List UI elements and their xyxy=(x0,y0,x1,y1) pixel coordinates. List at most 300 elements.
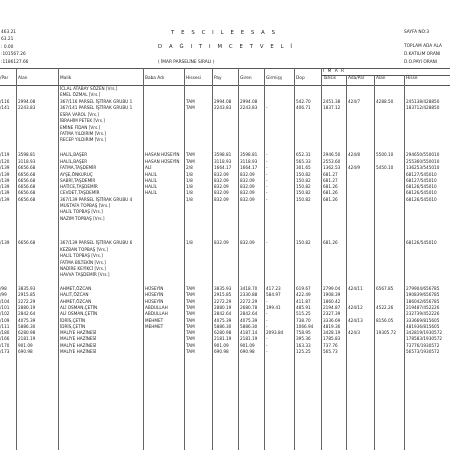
cell-alan2: 5500.10 xyxy=(376,152,394,157)
cell-baba: ALİ xyxy=(145,165,152,170)
col-divider xyxy=(346,75,347,450)
cell-girmis: - xyxy=(266,349,268,354)
cell-girmis: 2093.84 xyxy=(266,330,284,335)
imar-group-label: İ M A R xyxy=(323,69,345,74)
cell-alan: 3598.81 xyxy=(18,152,36,157)
cell-alan: 901.09 xyxy=(18,343,33,348)
group-member: HALİL TOPBAŞ [Vrs.] xyxy=(60,253,103,259)
cell-hisse: TAM xyxy=(186,311,195,316)
cell-alan: 6656.68 xyxy=(18,184,36,189)
cell-girmis: - xyxy=(266,197,268,202)
cell-alan: 2842.64 xyxy=(18,311,36,316)
group-member: NAZIM TOPBAŞ [Vrs.] xyxy=(60,215,105,221)
cell-hisse2: 68126/545010 xyxy=(406,184,437,189)
cell-tahsis: 2553.60 xyxy=(323,159,341,164)
cell-giren: 832.09 xyxy=(240,184,255,189)
cell-pay: 2181.19 xyxy=(214,336,232,341)
cell-malik: 367/139 PARSEL İŞTİRAK GRUBU 4 xyxy=(60,197,133,202)
cell-alan: 2272.29 xyxy=(18,299,36,304)
table-row xyxy=(0,190,450,196)
cell-malik: AHMET,ÖZCAN xyxy=(60,299,92,304)
table-row xyxy=(0,105,450,111)
cell-adapar: 424/3 xyxy=(348,330,361,335)
col-divider xyxy=(321,68,322,450)
cell-tahsis: 2799.04 xyxy=(323,286,341,291)
cell-tahsis: 2451.38 xyxy=(323,99,341,104)
cell-alan: 2243.83 xyxy=(18,105,36,110)
cell-hisse2: 481936/815605 xyxy=(406,324,440,329)
cell-giren: 832.09 xyxy=(240,240,255,245)
cell-girmis: - xyxy=(266,240,268,245)
cell-pay: 2243.83 xyxy=(214,105,232,110)
cell-alan2: 4522.26 xyxy=(376,305,394,310)
cell-par: /139 xyxy=(0,184,10,189)
cell-hisse2: 68126/545010 xyxy=(406,197,437,202)
cell-par: /104 xyxy=(0,299,10,304)
col-divider xyxy=(264,68,265,450)
cell-alan: 6656.68 xyxy=(18,197,36,202)
cell-par: /180 xyxy=(0,330,10,335)
cell-tahsis: 681.26 xyxy=(323,190,338,195)
cell-alan: 6280.98 xyxy=(18,330,36,335)
cell-adapar: 424/9 xyxy=(348,165,361,170)
cell-alan2: 4288.50 xyxy=(376,99,394,104)
cell-dop: 301.65 xyxy=(296,165,311,170)
cell-girmis: - xyxy=(266,336,268,341)
cell-tahsis: 681.26 xyxy=(323,240,338,245)
cell-hisse2: 333669/815605 xyxy=(406,318,440,323)
cell-dop: 411.87 xyxy=(296,299,311,304)
col-adapar: Ada/Par xyxy=(348,76,365,81)
cell-par: /141 xyxy=(0,105,10,110)
col-malik: Malik xyxy=(60,76,72,81)
cell-malik: 367/139 PARSEL İŞTİRAK GRUBU 6 xyxy=(60,240,133,245)
cell-hisse: TAM xyxy=(186,105,195,110)
sort-note: ( İMAR PARSELİNE SIRALI ) xyxy=(158,60,215,65)
cell-tahsis: 4819.36 xyxy=(323,324,341,329)
table-row xyxy=(0,336,450,342)
cell-hisse: 1/8 xyxy=(186,172,193,177)
cell-giren: 2842.64 xyxy=(240,311,258,316)
cell-dop: 125.25 xyxy=(296,349,311,354)
group-member: HALİL TOPBAŞ [Vrs.] xyxy=(60,209,103,215)
cell-alan: 6656.68 xyxy=(18,190,36,195)
cell-malik: HALİL,BAŞER xyxy=(60,159,88,164)
cell-hisse2: 73776/1930572 xyxy=(406,343,440,348)
col-giren: Giren xyxy=(240,76,252,81)
imar-group-rule xyxy=(322,75,450,76)
cell-hisse2: 255360/550010 xyxy=(406,159,440,164)
cell-malik: MALİYE HAZİNESİ xyxy=(60,343,97,348)
cell-pay: 2994.08 xyxy=(214,99,232,104)
col-baba: Baba Adı xyxy=(145,76,165,81)
cell-dop: 619.67 xyxy=(296,286,311,291)
cell-giren: 2994.08 xyxy=(240,99,258,104)
cell-hisse2: 136253/545010 xyxy=(406,165,440,170)
cell-hisse: 1/8 xyxy=(186,190,193,195)
cell-hisse: 1/8 xyxy=(186,184,193,189)
cell-adapar: 424/12 xyxy=(348,305,363,310)
cell-malik: İDRİS,ÇETİN xyxy=(60,318,86,323)
cell-alan2: 19305.72 xyxy=(376,330,396,335)
group-member: EMİNE FİDAN [Vrs.] xyxy=(60,124,101,130)
cell-alan: 2880.19 xyxy=(18,305,36,310)
cell-giren: 4187.14 xyxy=(240,330,258,335)
cell-hisse: TAM xyxy=(186,286,195,291)
table-row xyxy=(0,240,450,246)
cell-giren: 2243.83 xyxy=(240,105,258,110)
col-alan2: Alan xyxy=(376,76,386,81)
col-pay: Pay xyxy=(214,76,222,81)
cell-girmis: 584.97 xyxy=(266,292,281,297)
cell-par: /166 xyxy=(0,336,10,341)
page-number: SAYFA NO:3 xyxy=(404,30,430,35)
cell-tahsis: 1860.42 xyxy=(323,299,341,304)
cell-giren: 2181.19 xyxy=(240,336,258,341)
cell-alan: 6656.68 xyxy=(18,165,36,170)
cell-hisse2: 56573/1930572 xyxy=(406,349,440,354)
cell-malik: ALİ OSMAN,ÇETİN xyxy=(60,311,98,316)
cell-giren: 4075.39 xyxy=(240,318,258,323)
cell-dop: 542.70 xyxy=(296,99,311,104)
cell-girmis: - xyxy=(266,152,268,157)
cell-baba: HÜSEYİN xyxy=(145,299,164,304)
cell-tahsis: 3428.19 xyxy=(323,330,341,335)
cell-girmis: - xyxy=(266,311,268,316)
cell-giren: 3598.81 xyxy=(240,152,258,157)
cell-girmis: - xyxy=(266,165,268,170)
table-row xyxy=(0,152,450,158)
cell-dop: 395.36 xyxy=(296,336,311,341)
cell-tahsis: 1908.39 xyxy=(323,292,341,297)
cell-par: /139 xyxy=(0,178,10,183)
cell-hisse2: 68127/545010 xyxy=(406,178,437,183)
group-member: İBRAHİM PETEK [Vrs.] xyxy=(60,118,105,124)
cell-giren: 3118.93 xyxy=(240,159,258,164)
table-row xyxy=(0,311,450,317)
cell-pay: 832.09 xyxy=(214,178,229,183)
cell-tahsis: 737.76 xyxy=(323,343,338,348)
cell-dop: 150.82 xyxy=(296,240,311,245)
header-left-line-3: : 0.00 xyxy=(1,45,14,50)
cell-malik: FATMA,TAŞDEMİR xyxy=(60,165,97,170)
cell-girmis: - xyxy=(266,324,268,329)
col-divider xyxy=(143,68,144,450)
cell-dop: 485.91 xyxy=(296,305,311,310)
cell-par: /101 xyxy=(0,305,10,310)
cell-alan: 6656.68 xyxy=(18,172,36,177)
header-right-line-4: D.O.PAYI ORANI xyxy=(404,60,438,65)
cell-hisse2: 68126/545010 xyxy=(406,190,437,195)
cell-baba: HÜSEYİN xyxy=(145,292,164,297)
cell-hisse: TAM xyxy=(186,292,195,297)
cell-pay: 2915.85 xyxy=(214,292,232,297)
cell-tahsis: 1785.83 xyxy=(323,336,341,341)
cell-hisse: TAM xyxy=(186,299,195,304)
cell-girmis: - xyxy=(266,105,268,110)
cell-par: /120 xyxy=(0,159,10,164)
table-top-rule xyxy=(0,68,450,69)
cell-alan: 690.98 xyxy=(18,349,33,354)
cell-adapar: 424/8 xyxy=(348,152,361,157)
cell-tahsis: 681.27 xyxy=(323,172,338,177)
cell-tahsis: 2946.50 xyxy=(323,152,341,157)
cell-pay: 832.09 xyxy=(214,240,229,245)
header-right-line-3: D.KATILIM ORANI xyxy=(404,52,441,57)
cell-alan: 6656.68 xyxy=(18,178,36,183)
col-tahsis: Tahsis xyxy=(323,76,336,81)
cell-dop: 565.33 xyxy=(296,159,311,164)
cell-par: /119 xyxy=(0,152,10,157)
col-hisse: Hissesi xyxy=(186,76,201,81)
cell-adapar: 424/7 xyxy=(348,99,361,104)
cell-par: /116 xyxy=(0,99,10,104)
cell-giren: 2680.78 xyxy=(240,305,258,310)
cell-par: /99 xyxy=(0,292,7,297)
table-row xyxy=(0,349,450,355)
cell-baba: HASAN HÜSEYİN xyxy=(145,159,180,164)
group-member: KEZBAN TOPBAŞ [Vrs.] xyxy=(60,247,108,252)
cell-pay: 690.98 xyxy=(214,349,229,354)
header-right-line-2: TOPLAM ADA ALA xyxy=(404,44,442,49)
cell-pay: 4075.39 xyxy=(214,318,232,323)
cell-dop: 758.95 xyxy=(296,330,311,335)
cell-giren: 5886.30 xyxy=(240,324,258,329)
cell-dop: 163.33 xyxy=(296,343,311,348)
cell-malik: AHMET,ÖZCAN xyxy=(60,286,92,291)
cell-alan: 5886.30 xyxy=(18,324,36,329)
cell-malik: İDRİS,ÇETİN xyxy=(60,324,86,329)
cell-hisse2: 68126/545010 xyxy=(406,240,437,245)
cell-hisse2: 68127/545010 xyxy=(406,172,437,177)
cell-malik: MALİYE HAZİNESİ xyxy=(60,330,97,335)
cell-par: /139 xyxy=(0,172,10,177)
cell-alan2: 8156.05 xyxy=(376,318,394,323)
cell-girmis: - xyxy=(266,172,268,177)
col-girmis: Girmişş xyxy=(266,76,283,81)
group-member: NADİRE KEYİKCİ [Vrs.] xyxy=(60,265,106,271)
cell-baba: HALİL xyxy=(145,190,157,195)
cell-dop: 150.82 xyxy=(296,190,311,195)
cell-dop: 406.71 xyxy=(296,105,311,110)
col-alan: Alan xyxy=(18,76,28,81)
cell-alan: 6656.68 xyxy=(18,240,36,245)
cell-pay: 3835.93 xyxy=(214,286,232,291)
table-row xyxy=(0,165,450,171)
document-title: T E S C I L E E S A S xyxy=(171,30,278,36)
cell-girmis: - xyxy=(266,190,268,195)
cell-pay: 832.09 xyxy=(214,190,229,195)
cell-par: /170 xyxy=(0,343,10,348)
cell-alan: 2994.08 xyxy=(18,99,36,104)
cell-alan2: 6567.85 xyxy=(376,286,394,291)
header-left-line-1: 463.21 xyxy=(1,30,17,35)
cell-hisse: TAM xyxy=(186,324,195,329)
cell-hisse2: 190839/656785 xyxy=(406,292,440,297)
cell-giren: 2330.88 xyxy=(240,292,258,297)
cell-tahsis: 3336.69 xyxy=(323,318,341,323)
col-divider xyxy=(404,75,405,450)
cell-alan: 2181.19 xyxy=(18,336,36,341)
cell-hisse2: 342819/1930572 xyxy=(406,330,443,335)
col-divider xyxy=(58,68,59,450)
header-left-line-2: 63.21 xyxy=(1,37,14,42)
cell-malik: 367/116 PARSEL İŞTİRAK GRUBU 1 xyxy=(60,99,133,104)
cell-malik: MALİYE HAZİNESİ xyxy=(60,336,97,341)
col-par: /Par xyxy=(0,76,9,81)
group-member: RECEP YILDIRIM [Vrs.] xyxy=(60,137,107,143)
cell-girmis: 417.23 xyxy=(266,286,281,291)
cell-baba: HALİL xyxy=(145,184,157,189)
cell-hisse: 1/8 xyxy=(186,240,193,245)
cell-pay: 3598.81 xyxy=(214,152,232,157)
cell-par: /139 xyxy=(0,165,10,170)
cell-alan: 4075.39 xyxy=(18,318,36,323)
cell-giren: 2272.29 xyxy=(240,299,258,304)
col-dop: Dop xyxy=(296,76,305,81)
cell-hisse: TAM xyxy=(186,349,195,354)
cell-par: /111 xyxy=(0,324,10,329)
cell-adapar: 424/11 xyxy=(348,286,363,291)
cell-pay: 832.09 xyxy=(214,184,229,189)
cell-giren: 690.98 xyxy=(240,349,255,354)
cell-hisse: TAM xyxy=(186,99,195,104)
cell-pay: 832.09 xyxy=(214,197,229,202)
col-hisse2: Hisse xyxy=(406,76,418,81)
col-divider xyxy=(16,68,17,450)
table-row xyxy=(0,292,450,298)
col-divider xyxy=(294,68,295,450)
cell-hisse2: 232739/452226 xyxy=(406,311,440,316)
cell-malik: HALİL,BAŞER xyxy=(60,152,88,157)
cell-girmis: - xyxy=(266,159,268,164)
cell-dop: 652.31 xyxy=(296,152,311,157)
cell-alan: 3118.93 xyxy=(18,159,36,164)
cell-baba: MEHMET xyxy=(145,318,164,323)
col-divider xyxy=(212,68,213,450)
cell-dop: 150.82 xyxy=(296,184,311,189)
cell-pay: 901.09 xyxy=(214,343,229,348)
cell-malik: 367/141 PARSEL İŞTİRAK GRUBU 1 xyxy=(60,105,133,110)
cell-hisse2: 294650/550010 xyxy=(406,152,440,157)
cell-hisse2: 183712/428850 xyxy=(406,105,440,110)
cell-tahsis: 681.26 xyxy=(323,197,338,202)
cell-hisse: TAM xyxy=(186,152,195,157)
cell-tahsis: 681.26 xyxy=(323,184,338,189)
cell-tahsis: 1837.12 xyxy=(323,105,341,110)
cell-par: /98 xyxy=(0,286,7,291)
cell-hisse: TAM xyxy=(186,305,195,310)
cell-hisse: 1/8 xyxy=(186,178,193,183)
cell-tahsis: 2327.39 xyxy=(323,311,341,316)
cell-pay: 3118.93 xyxy=(214,159,232,164)
cell-giren: 832.09 xyxy=(240,178,255,183)
cell-baba: MEHMET xyxy=(145,324,164,329)
group-member: FATMA BİLTEKİN [Vrs.] xyxy=(60,259,106,265)
cell-baba: ABDULLAH xyxy=(145,305,168,310)
cell-malik: CEVDET,TAŞDEMİR xyxy=(60,190,100,195)
group-member: FATMA YILDIRIM [Vrs.] xyxy=(60,130,106,136)
cell-malik: AYŞE,ÖNKURUÇ xyxy=(60,172,93,177)
group-member: HAVVA TAŞDEMİR [Vrs.] xyxy=(60,272,110,278)
cell-girmis: - xyxy=(266,343,268,348)
cell-dop: 150.82 xyxy=(296,178,311,183)
cell-hisse: 2/8 xyxy=(186,165,193,170)
cell-hisse2: 186042/656785 xyxy=(406,299,440,304)
cell-hisse: TAM xyxy=(186,159,195,164)
cell-girmis: - xyxy=(266,178,268,183)
cell-dop: 738.70 xyxy=(296,318,311,323)
cell-girmis: - xyxy=(266,299,268,304)
cell-giren: 832.09 xyxy=(240,190,255,195)
cell-dop: 150.82 xyxy=(296,172,311,177)
cell-par: /173 xyxy=(0,349,10,354)
col-divider xyxy=(374,75,375,450)
cell-hisse: TAM xyxy=(186,330,195,335)
group-member: MUSTAFA TOPBAŞ [Vrs.] xyxy=(60,203,111,208)
cell-pay: 2842.64 xyxy=(214,311,232,316)
cell-hisse: TAM xyxy=(186,336,195,341)
owner-note: İCLAL ATABAY SÖZEN [Vrs.] xyxy=(60,86,118,91)
cell-pay: 6280.98 xyxy=(214,330,232,335)
cell-baba: HALİL xyxy=(145,172,157,177)
cell-baba: HASAN HÜSEYİN xyxy=(145,152,180,157)
owner-note: EMEL ÖZMAL [Vrs.] xyxy=(60,92,101,97)
document-subtitle: D A Ğ I T I M C E T V E L İ xyxy=(158,44,295,50)
cell-alan: 3835.93 xyxy=(18,286,36,291)
cell-giren: 901.09 xyxy=(240,343,255,348)
cell-girmis: - xyxy=(266,184,268,189)
col-divider xyxy=(238,68,239,450)
cell-par: /102 xyxy=(0,311,10,316)
cell-pay: 2272.29 xyxy=(214,299,232,304)
cell-baba: HALİL xyxy=(145,178,157,183)
cell-pay: 5886.30 xyxy=(214,324,232,329)
cell-malik: SABRİ,TAŞDEMİR xyxy=(60,178,96,183)
cell-hisse2: 245138/428850 xyxy=(406,99,440,104)
cell-baba: HÜSEYİN xyxy=(145,286,164,291)
cell-malik: MALİYE HAZİNESİ xyxy=(60,349,97,354)
cell-par: /109 xyxy=(0,318,10,323)
cell-alan2: 5450.10 xyxy=(376,165,394,170)
cell-par: /139 xyxy=(0,197,10,202)
cell-malik: HATİCE,TAŞDEMİR xyxy=(60,184,98,189)
cell-baba: ABDULLAH xyxy=(145,311,168,316)
cell-girmis: - xyxy=(266,318,268,323)
group-member: ESRA VAROL [Vrs.] xyxy=(60,112,99,117)
cell-tahsis: 681.27 xyxy=(323,178,338,183)
cell-hisse: TAM xyxy=(186,343,195,348)
cell-hisse: 1/8 xyxy=(186,197,193,202)
cell-tahsis: 2194.87 xyxy=(323,305,341,310)
cell-adapar: 424/13 xyxy=(348,318,363,323)
cell-girmis: 199.41 xyxy=(266,305,281,310)
cell-alan: 2915.85 xyxy=(18,292,36,297)
cell-dop: 515.25 xyxy=(296,311,311,316)
cell-giren: 1664.17 xyxy=(240,165,258,170)
cell-pay: 1664.17 xyxy=(214,165,232,170)
cell-tahsis: 1362.53 xyxy=(323,165,341,170)
cell-malik: ALİ OSMAN,ÇETİN xyxy=(60,305,98,310)
header-left-line-4: :101567.26 xyxy=(1,52,26,57)
cell-par: /139 xyxy=(0,240,10,245)
header-left-line-5: :1186127.66 xyxy=(1,60,29,65)
cell-dop: 422.49 xyxy=(296,292,311,297)
col-divider xyxy=(184,68,185,450)
cell-giren: 832.09 xyxy=(240,172,255,177)
cell-hisse2: 178583/1930572 xyxy=(406,336,443,341)
cell-hisse2: 219487/452226 xyxy=(406,305,440,310)
